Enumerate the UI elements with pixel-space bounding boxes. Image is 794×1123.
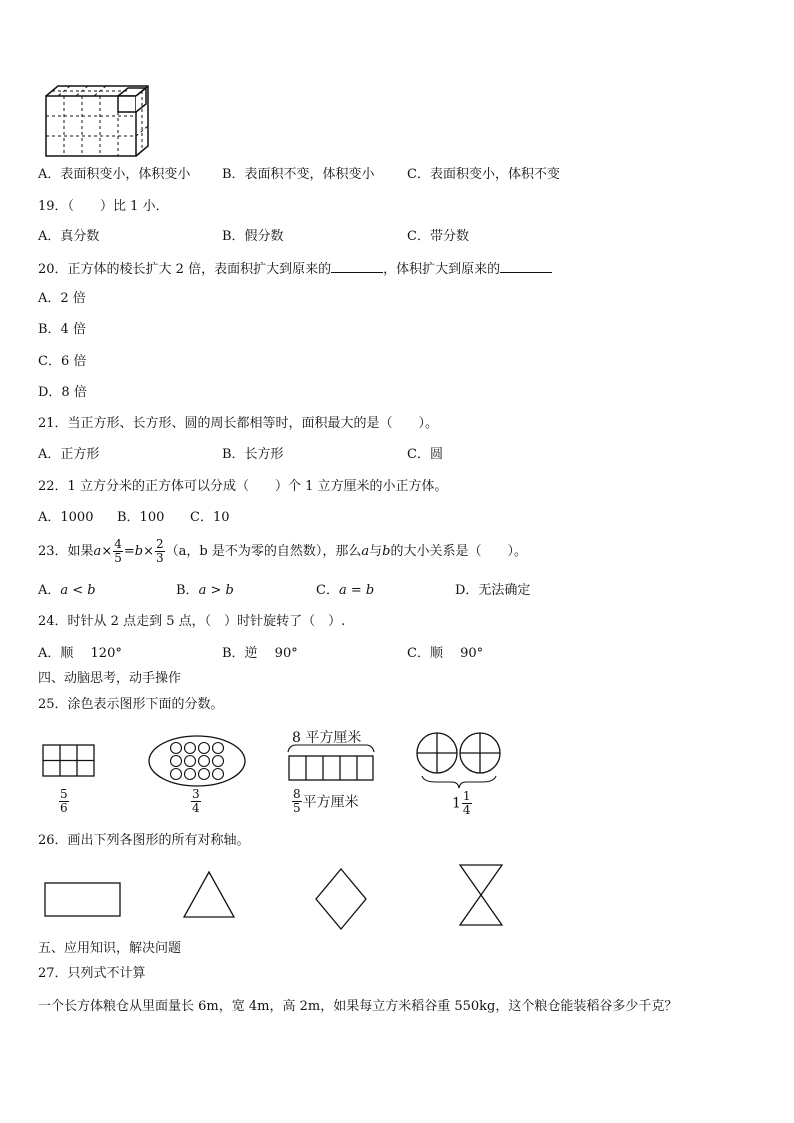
section-4-heading: 四、动脑思考，动手操作 <box>38 671 182 686</box>
q19-option-c[interactable]: C．带分数 <box>407 229 469 244</box>
cuboid-figure <box>40 82 160 162</box>
q23-var-b-2: b <box>382 544 391 559</box>
triangle-shape <box>183 871 235 919</box>
q25-fraction-2: $\frac{3}{4}$ <box>192 787 200 815</box>
q23-option-b[interactable]: B．a > b <box>176 583 234 598</box>
q20-option-b[interactable]: B．4 倍 <box>38 322 86 337</box>
q20-stem <box>38 259 552 279</box>
q23-middle: （a，b 是不为零的自然数），那么 <box>165 544 362 559</box>
q19-option-b[interactable]: B．假分数 <box>222 229 284 244</box>
q22-stem: 22．1 立方分米的正方体可以分成（ ）个 1 立方厘米的小正方体。 <box>38 479 448 494</box>
q21-option-b[interactable]: B．长方形 <box>222 447 284 462</box>
q21-option-a[interactable]: A．正方形 <box>38 447 100 462</box>
section-5-heading: 五、应用知识，解决问题 <box>38 941 182 956</box>
q19-stem: 19．（ ）比 1 小． <box>38 199 169 214</box>
q22-option-b[interactable]: B．100 <box>117 510 165 525</box>
ellipse-circles-figure <box>147 734 247 788</box>
q27-body: 一个长方体粮仓从里面量长 6m，宽 4m，高 2m，如果每立方米稻谷重 550kg，这个粮仓能装稻谷多少千克？ <box>38 999 678 1014</box>
q22-option-c[interactable]: C．10 <box>190 510 230 525</box>
q24-option-a[interactable]: A．顺 120° <box>38 646 122 661</box>
q23-prefix: 23．如果 <box>38 544 94 559</box>
q25-fraction-1: $\frac{5}{6}$ <box>60 787 68 815</box>
q23-option-a[interactable]: A．a < b <box>38 583 96 598</box>
q26-stem: 26．画出下列各图形的所有对称轴。 <box>38 833 250 848</box>
q23-stem <box>38 536 527 568</box>
q20-blank-2[interactable] <box>500 259 552 273</box>
q25-fraction-4: 1 $\frac{1}{4}$ <box>452 789 471 817</box>
rectangle-shape <box>44 882 122 918</box>
q25-stem: 25．涂色表示图形下面的分数。 <box>38 697 224 712</box>
q25-area-label: 8 平方厘米 <box>292 730 362 746</box>
q23-var-a: a <box>93 544 102 559</box>
hourglass-shape <box>459 864 503 926</box>
q18-option-a[interactable]: A．表面积变小，体积变小 <box>38 167 191 182</box>
two-circles-figure <box>416 732 504 790</box>
q24-option-c[interactable]: C．顺 90° <box>407 646 484 661</box>
q23-times-2: × <box>143 544 154 559</box>
q24-stem: 24．时针从 2 点走到 5 点，（ ）时针旋转了（ ）. <box>38 614 346 629</box>
q21-stem: 21．当正方形、长方形、圆的周长都相等时，面积最大的是（ ）。 <box>38 416 439 431</box>
q21-option-c[interactable]: C．圆 <box>407 447 443 462</box>
q23-suffix: 的大小关系是（ ）。 <box>390 544 527 559</box>
q23-equals: = <box>123 544 135 559</box>
q23-var-a-2: a <box>361 544 370 559</box>
q23-fraction-2: $\frac{2}{3}$ <box>156 537 164 565</box>
q19-option-a[interactable]: A．真分数 <box>38 229 100 244</box>
q20-option-a[interactable]: A．2 倍 <box>38 291 86 306</box>
rhombus-shape <box>315 868 367 930</box>
strip-rectangle-figure <box>287 744 375 782</box>
q20-stem-part2: ，体积扩大到原来的 <box>383 262 501 277</box>
q23-times-1: × <box>101 544 113 559</box>
q18-option-c[interactable]: C．表面积变小，体积不变 <box>407 167 560 182</box>
rectangle-grid-figure <box>42 744 96 778</box>
q24-option-b[interactable]: B．逆 90° <box>222 646 298 661</box>
q20-option-d[interactable]: D．8 倍 <box>38 385 87 400</box>
q20-blank-1[interactable] <box>331 259 383 273</box>
q23-fraction-1: $\frac{4}{5}$ <box>114 537 122 565</box>
q27-stem: 27．只列式不计算 <box>38 966 146 981</box>
q23-var-b: b <box>134 544 144 559</box>
q23-and: 与 <box>369 544 383 559</box>
q18-option-b[interactable]: B．表面积不变，体积变小 <box>222 167 375 182</box>
q23-option-c[interactable]: C．a = b <box>316 583 375 598</box>
q25-fraction-3: $\frac{8}{5}$ 平方厘米 <box>293 787 359 815</box>
q22-option-a[interactable]: A．1000 <box>38 510 94 525</box>
q20-stem-part1: 20．正方体的棱长扩大 2 倍，表面积扩大到原来的 <box>38 262 332 277</box>
q23-option-d[interactable]: D．无法确定 <box>455 583 531 598</box>
q20-option-c[interactable]: C．6 倍 <box>38 354 87 369</box>
